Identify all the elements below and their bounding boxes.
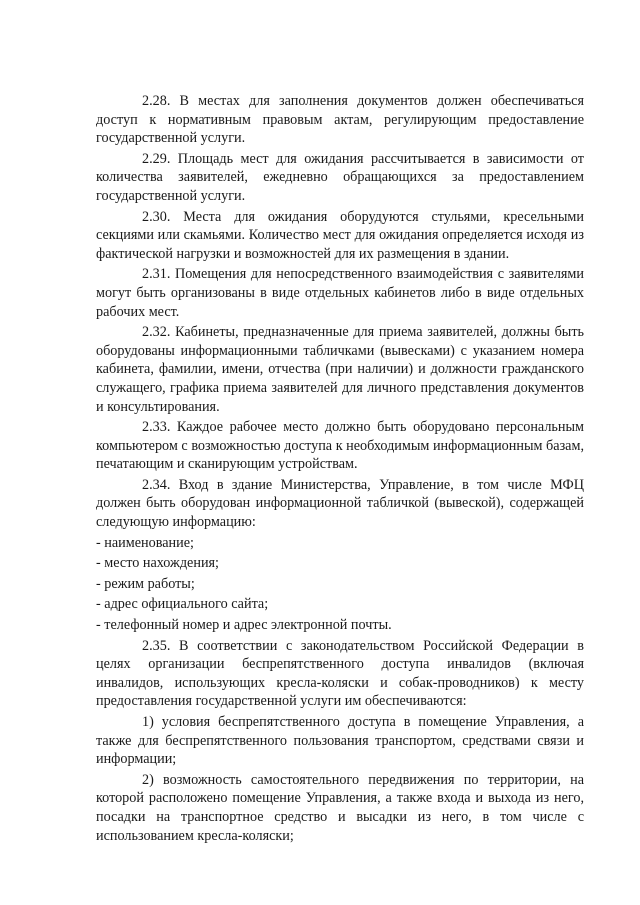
paragraph-2-28: 2.28. В местах для заполнения документов должен обеспечиваться доступ к нормативным правовым актам, регулирующим предоставление государственной услуги. [96,93,584,147]
paragraph-2-31: 2.31. Помещения для непосредственного взаимодействия с заявителями могут быть организованы в виде отдельных кабинетов либо в виде отдельных рабочих мест. [96,266,584,320]
list-item: - режим работы; [96,575,195,592]
paragraph-2-32: 2.32. Кабинеты, предназначенные для приема заявителей, должны быть оборудованы информационными табличками (вывесками) с указанием номера кабинета, фамилии, имени, отчества (при наличии) и должности гражданского служащего, графика приема заявителей для личного представления документов и консультирования. [96,324,584,415]
numbered-item-2: 2) возможность самостоятельного передвижения по территории, на которой расположено помещение Управления, а также входа и выхода из него, посадки на транспортное средство и высадки из него, в том числе с использованием кресла-коляски; [96,771,584,844]
document-body [96,92,584,847]
paragraph-2-35: 2.35. В соответствии с законодательством Российской Федерации в целях организации беспрепятственного доступа инвалидов (включая инвалидов, использующих кресла-коляски и собак-проводников) к месту предоставления государственной услуги им обеспечиваются: [96,637,584,710]
paragraph-2-34: 2.34. Вход в здание Министерства, Управление, в том числе МФЦ должен быть оборудован информационной табличкой (вывеской), содержащей следующую информацию: [96,476,584,531]
numbered-item-1: 1) условия беспрепятственного доступа в помещение Управления, а также для беспрепятственного пользования транспортом, средствами связи и информации; [96,714,584,768]
paragraph-2-30: 2.30. Места для ожидания оборудуются стульями, кресельными секциями или скамьями. Количество мест для ожидания определяется исходя из фактической нагрузки и возможностей для их размещения в здании. [96,208,584,262]
list-item: - телефонный номер и адрес электронной почты. [96,617,392,634]
list-item: - адрес официального сайта; [96,596,269,613]
paragraph-2-29: 2.29. Площадь мест для ожидания рассчитывается в зависимости от количества заявителей, ежедневно обращающихся за предоставлением государственной услуги. [96,150,584,204]
list-item: - место нахождения; [96,555,220,572]
paragraph-2-33: 2.33. Каждое рабочее место должно быть оборудовано персональным компьютером с возможностью доступа к необходимым информационным базам, печатающим и сканирующим устройствам. [96,419,584,473]
list-item: - наименование; [96,534,194,551]
